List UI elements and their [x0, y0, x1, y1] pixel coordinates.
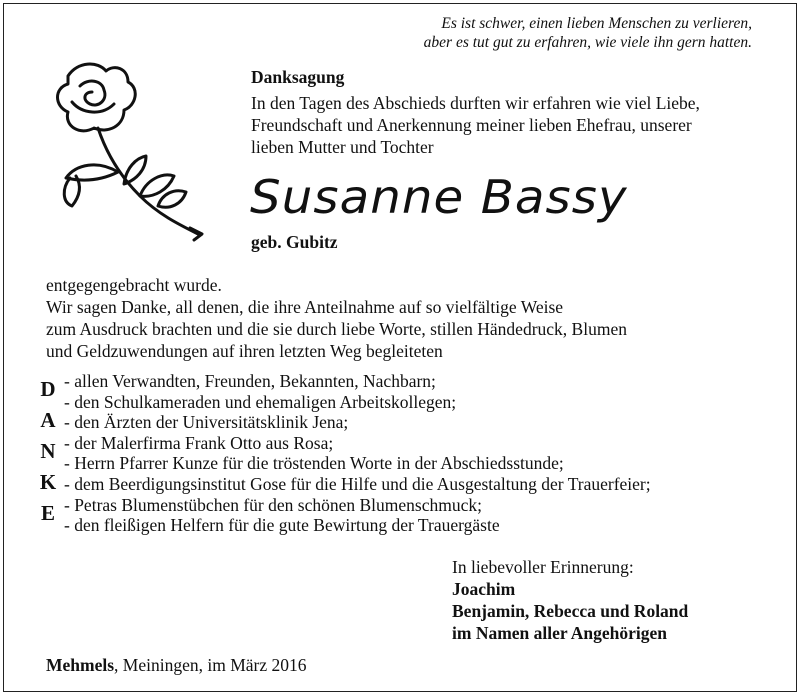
- signature-name: Benjamin, Rebecca und Roland: [452, 601, 689, 621]
- header: [251, 66, 700, 158]
- danke-letter: D: [40, 377, 56, 401]
- list-item: - Herrn Pfarrer Kunze für die tröstenden Worte in der Abschiedsstunde;: [64, 453, 564, 474]
- body-line: und Geldzuwendungen auf ihren letzten Weg begleiteten: [46, 341, 443, 361]
- body-line: entgegengebracht wurde.: [46, 275, 222, 295]
- danke-letter: N: [40, 439, 56, 463]
- list-item: - den fleißigen Helfern für die gute Bewirtung der Trauergäste: [64, 515, 500, 536]
- signature-name: Joachim: [452, 579, 516, 599]
- list-item: - den Ärzten der Universitätsklinik Jena;: [64, 412, 349, 433]
- thanks-list: [64, 371, 651, 536]
- list-item: - den Schulkameraden und ehemaligen Arbeitskollegen;: [64, 391, 457, 412]
- quote: [424, 14, 752, 52]
- deceased-name: Susanne Bassy: [250, 170, 628, 224]
- list-item: - der Malerfirma Frank Otto aus Rosa;: [64, 432, 334, 453]
- list-item: - dem Beerdigungsinstitut Gose für die Hilfe und die Ausgestaltung der Trauerfeier;: [64, 473, 651, 494]
- list-item: - Petras Blumenstübchen für den schönen Blumenschmuck;: [64, 494, 482, 515]
- body-text: [46, 274, 627, 362]
- header-line: Freundschaft und Anerkennung meiner lieben Ehefrau, unserer: [251, 115, 692, 135]
- header-line: In den Tagen des Abschieds durften wir erfahren wie viel Liebe,: [251, 93, 700, 113]
- body-line: zum Ausdruck brachten und die sie durch liebe Worte, stillen Händedruck, Blumen: [46, 319, 627, 339]
- header-line: lieben Mutter und Tochter: [251, 137, 434, 157]
- signature-name: im Namen aller Angehörigen: [452, 623, 668, 643]
- signature-intro: In liebevoller Erinnerung:: [452, 557, 634, 577]
- page-title: Danksagung: [251, 67, 345, 87]
- danke-letter: K: [39, 470, 57, 494]
- place-rest: , Meiningen, im März 2016: [114, 655, 307, 675]
- place-town: Mehmels: [46, 655, 115, 675]
- rose-icon: [28, 56, 208, 246]
- quote-line: aber es tut gut zu erfahren, wie viele ihn gern hatten.: [423, 34, 752, 51]
- list-item: - allen Verwandten, Freunden, Bekannten, Nachbarn;: [64, 371, 436, 391]
- danke-letter: A: [40, 408, 56, 432]
- signature-block: [452, 556, 688, 644]
- danke-acrostic: [37, 374, 59, 529]
- body-line: Wir sagen Danke, all denen, die ihre Anteilnahme auf so vielfältige Weise: [46, 297, 564, 317]
- maiden-name: geb. Gubitz: [251, 232, 338, 252]
- quote-line: Es ist schwer, einen lieben Menschen zu verlieren,: [441, 15, 752, 32]
- danke-letter: E: [40, 501, 55, 525]
- place-date: [46, 655, 307, 676]
